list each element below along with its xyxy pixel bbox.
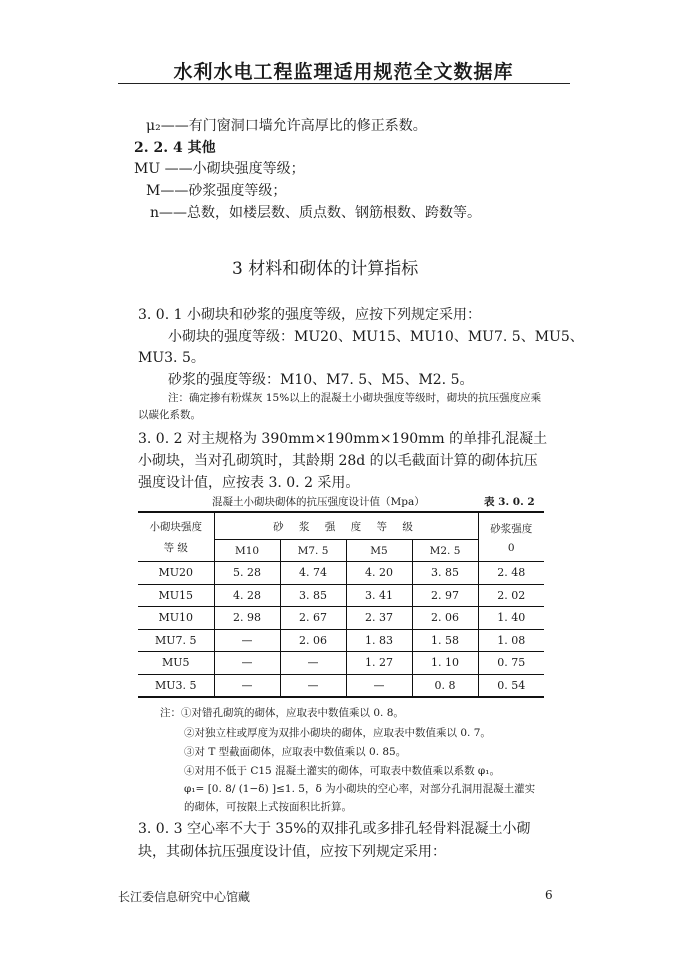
table-cell: 1. 58 xyxy=(412,629,478,652)
clause-3-0-1-line1: 3. 0. 1 小砌块和砂浆的强度等级，应按下列规定采用： xyxy=(138,307,481,323)
table-note-1: 注：①对错孔砌筑的砌体，应取表中数值乘以 0. 8。 xyxy=(160,707,404,719)
table-row xyxy=(138,607,544,630)
table-cell: — xyxy=(346,674,412,697)
row-grade: MU20 xyxy=(138,562,214,585)
column-header: M10 xyxy=(214,540,280,562)
header-block-grade-line2: 等 级 xyxy=(163,542,188,554)
table-cell: 5. 28 xyxy=(214,562,280,585)
table-cell: 2. 02 xyxy=(478,584,544,607)
header-block-grade-line1: 小砌块强度 xyxy=(149,521,202,533)
table-cell: 2. 37 xyxy=(346,607,412,630)
header-mortar-zero xyxy=(478,512,544,562)
table-cell: 1. 08 xyxy=(478,629,544,652)
table-cell: 0. 75 xyxy=(478,652,544,675)
table-cell: — xyxy=(214,652,280,675)
clause-3-0-1-line3: MU3. 5。 xyxy=(138,350,205,366)
row-grade: MU5 xyxy=(138,652,214,675)
row-grade: MU15 xyxy=(138,584,214,607)
table-row xyxy=(138,674,544,697)
table-note-4: ④对用不低于 C15 混凝土灌实的砌体，可取表中数值乘以系数 φ₁。 xyxy=(184,765,500,777)
table-note-6: 的砌体，可按限上式按面积比折算。 xyxy=(184,801,352,813)
section-3-title: 3 材料和砌体的计算指标 xyxy=(232,259,419,279)
table-cell: 2. 67 xyxy=(280,607,346,630)
row-grade: MU3. 5 xyxy=(138,674,214,697)
table-cell: 4. 20 xyxy=(346,562,412,585)
footer-archive: 长江委信息研究中心馆藏 xyxy=(118,890,251,904)
table-cell: — xyxy=(280,674,346,697)
header-rule xyxy=(118,83,570,84)
table-cell: 0. 8 xyxy=(412,674,478,697)
strength-table xyxy=(138,511,544,698)
clause-3-0-2-line3: 强度设计值，应按表 3. 0. 2 采用。 xyxy=(138,475,360,491)
table-cell: 2. 98 xyxy=(214,607,280,630)
def-mu2: μ₂——有门窗洞口墙允许高厚比的修正系数。 xyxy=(146,118,427,134)
clause-3-0-1-line2: 小砌块的强度等级：MU20、MU15、MU10、MU7. 5、MU5、 xyxy=(168,329,584,345)
table-row xyxy=(138,562,544,585)
clause-3-0-2-line1: 3. 0. 2 对主规格为 390mm×190mm×190mm 的单排孔混凝土 xyxy=(138,431,548,447)
header-title: 水利水电工程监理适用规范全文数据库 xyxy=(173,61,514,83)
table-row xyxy=(138,629,544,652)
def-n: n——总数，如楼层数、质点数、钢筋根数、跨数等。 xyxy=(150,205,482,221)
table-note-2: ②对独立柱或厚度为双排小砌块的砌体，应取表中数值乘以 0. 7。 xyxy=(184,727,491,739)
clause-3-0-3-line2: 块，其砌体抗压强度设计值，应按下列规定采用： xyxy=(138,844,446,860)
table-row xyxy=(138,652,544,675)
table-cell: — xyxy=(214,629,280,652)
clause-3-0-2-line2: 小砌块，当对孔砌筑时，其龄期 28d 的以毛截面计算的砌体抗压 xyxy=(138,453,538,469)
table-cell: 3. 85 xyxy=(280,584,346,607)
table-cell: 3. 41 xyxy=(346,584,412,607)
table-cell: 3. 85 xyxy=(412,562,478,585)
table-note-5: φ₁= [0. 8/ (1−δ) ]≤1. 5，δ 为小砌块的空心率，对部分孔洞用混凝土灌实 xyxy=(184,783,536,795)
table-row xyxy=(138,584,544,607)
table-cell: 1. 40 xyxy=(478,607,544,630)
table-cell: 2. 97 xyxy=(412,584,478,607)
table-number: 表 3. 0. 2 xyxy=(484,496,535,508)
clause-3-0-1-note2: 以碳化系数。 xyxy=(138,409,201,421)
clause-2-2-4: 2. 2. 4 其他 xyxy=(134,140,216,156)
table-cell: 4. 28 xyxy=(214,584,280,607)
header-mortar-zero-line2: 0 xyxy=(507,541,515,554)
column-header: M2. 5 xyxy=(412,540,478,562)
header-mortar-zero-line1: 砂浆强度 xyxy=(490,522,533,535)
table-cell: 2. 06 xyxy=(412,607,478,630)
table-cell: 1. 10 xyxy=(412,652,478,675)
clause-3-0-3-line1: 3. 0. 3 空心率不大于 35%的双排孔或多排孔轻骨料混凝土小砌 xyxy=(138,821,531,837)
column-header: M7. 5 xyxy=(280,540,346,562)
def-mu: MU ——小砌块强度等级； xyxy=(134,161,305,177)
clause-3-0-1-line4: 砂浆的强度等级：M10、M7. 5、M5、M2. 5。 xyxy=(168,372,474,388)
table-caption: 混凝土小砌块砌体的抗压强度设计值（Mpa） xyxy=(212,496,425,508)
table-cell: 1. 27 xyxy=(346,652,412,675)
clause-3-0-1-note1: 注：确定掺有粉煤灰 15%以上的混凝土小砌块强度等级时，砌块的抗压强度应乘 xyxy=(168,392,542,404)
table-cell: — xyxy=(280,652,346,675)
table-cell: — xyxy=(214,674,280,697)
header-block-grade xyxy=(138,512,214,562)
page-number: 6 xyxy=(545,888,553,902)
header-mortar-group: 砂 浆 强 度 等 级 xyxy=(214,512,478,540)
table-cell: 2. 06 xyxy=(280,629,346,652)
def-m: M——砂浆强度等级； xyxy=(146,183,287,199)
table-note-3: ③对 T 型截面砌体，应取表中数值乘以 0. 85。 xyxy=(184,746,407,758)
table-cell: 2. 48 xyxy=(478,562,544,585)
row-grade: MU7. 5 xyxy=(138,629,214,652)
row-grade: MU10 xyxy=(138,607,214,630)
table-cell: 0. 54 xyxy=(478,674,544,697)
table-cell: 1. 83 xyxy=(346,629,412,652)
column-header: M5 xyxy=(346,540,412,562)
table-cell: 4. 74 xyxy=(280,562,346,585)
